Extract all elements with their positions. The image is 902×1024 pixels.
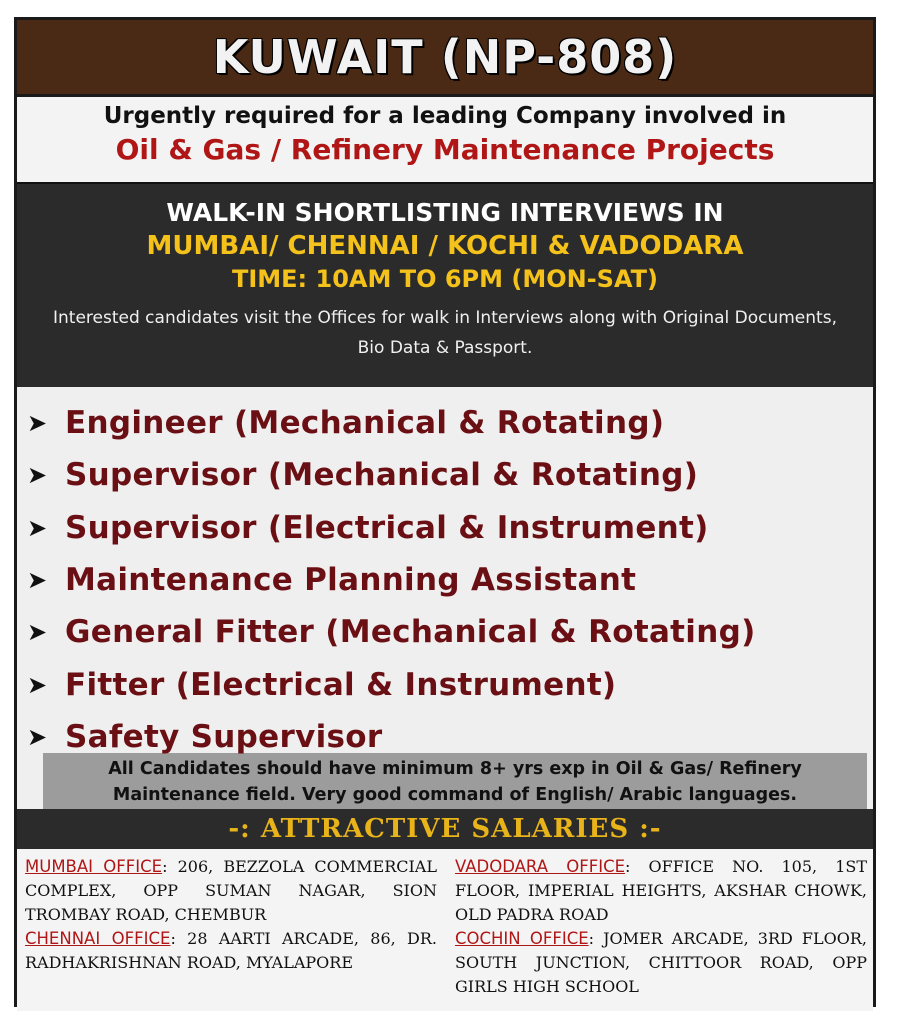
list-item	[27, 449, 873, 501]
arrow-bullet-icon: ➤	[27, 670, 48, 699]
salary-text: -: ATTRACTIVE SALARIES :-	[228, 814, 662, 844]
list-item	[27, 502, 873, 554]
office-address: : OFFICE NO. 105, 1ST FLOOR, IMPERIAL HEIGHTS, AKSHAR CHOWK, OLD PADRA ROAD	[455, 857, 868, 924]
office-name: MUMBAI OFFICE	[25, 857, 163, 876]
offices-left-column	[25, 855, 437, 1011]
arrow-bullet-icon: ➤	[27, 409, 48, 438]
walkin-note: Interested candidates visit the Offices for walk in Interviews along with Original Documents, Bio Data & Passport.	[53, 308, 837, 358]
office-cochin	[455, 927, 867, 999]
job-advertisement	[14, 17, 876, 1007]
list-item	[27, 658, 873, 710]
office-mumbai	[25, 855, 437, 927]
walkin-section	[17, 182, 873, 387]
position-title: Maintenance Planning Assistant	[65, 562, 637, 599]
list-item	[27, 606, 873, 658]
office-vadodara	[455, 855, 867, 927]
position-title: Safety Supervisor	[65, 718, 383, 755]
offices-section	[17, 849, 873, 1011]
page-title: KUWAIT (NP-808)	[212, 30, 678, 84]
position-title: Engineer (Mechanical & Rotating)	[65, 405, 665, 442]
arrow-bullet-icon: ➤	[27, 722, 48, 751]
requirements-note: All Candidates should have minimum 8+ yrs exp in Oil & Gas/ Refinery Maintenance field. Very good command of English/ Arabic languages.	[43, 753, 867, 809]
salary-banner	[17, 809, 873, 849]
walkin-cities: MUMBAI/ CHENNAI / KOCHI & VADODARA	[146, 231, 744, 261]
walkin-heading: WALK-IN SHORTLISTING INTERVIEWS IN	[166, 198, 724, 227]
office-name: VADODARA OFFICE	[455, 857, 626, 876]
office-address: : 28 AARTI ARCADE, 86, DR. RADHAKRISHNAN ROAD, MYALAPORE	[25, 929, 438, 972]
office-name: CHENNAI OFFICE	[25, 929, 171, 948]
office-address: : 206, BEZZOLA COMMERCIAL COMPLEX, OPP SUMAN NAGAR, SION TROMBAY ROAD, CHEMBUR	[25, 857, 437, 924]
walkin-time: TIME: 10AM TO 6PM (MON-SAT)	[231, 265, 659, 293]
intro-section	[17, 97, 873, 182]
industry-line: Oil & Gas / Refinery Maintenance Projects	[115, 133, 775, 166]
offices-right-column	[455, 855, 867, 1011]
list-item	[27, 397, 873, 449]
position-title: Supervisor (Electrical & Instrument)	[65, 509, 709, 546]
intro-line: Urgently required for a leading Company involved in	[103, 103, 787, 129]
positions-list	[17, 387, 873, 753]
title-banner	[17, 20, 873, 97]
arrow-bullet-icon: ➤	[27, 513, 48, 542]
office-name: COCHIN OFFICE	[455, 929, 589, 948]
position-title: Supervisor (Mechanical & Rotating)	[65, 457, 699, 494]
office-chennai	[25, 927, 437, 975]
arrow-bullet-icon: ➤	[27, 618, 48, 647]
office-address: : JOMER ARCADE, 3RD FLOOR, SOUTH JUNCTION, CHITTOOR ROAD, OPP GIRLS HIGH SCHOOL	[455, 929, 868, 996]
arrow-bullet-icon: ➤	[27, 566, 48, 595]
position-title: Fitter (Electrical & Instrument)	[65, 666, 617, 703]
list-item	[27, 554, 873, 606]
position-title: General Fitter (Mechanical & Rotating)	[65, 614, 756, 651]
arrow-bullet-icon: ➤	[27, 461, 48, 490]
